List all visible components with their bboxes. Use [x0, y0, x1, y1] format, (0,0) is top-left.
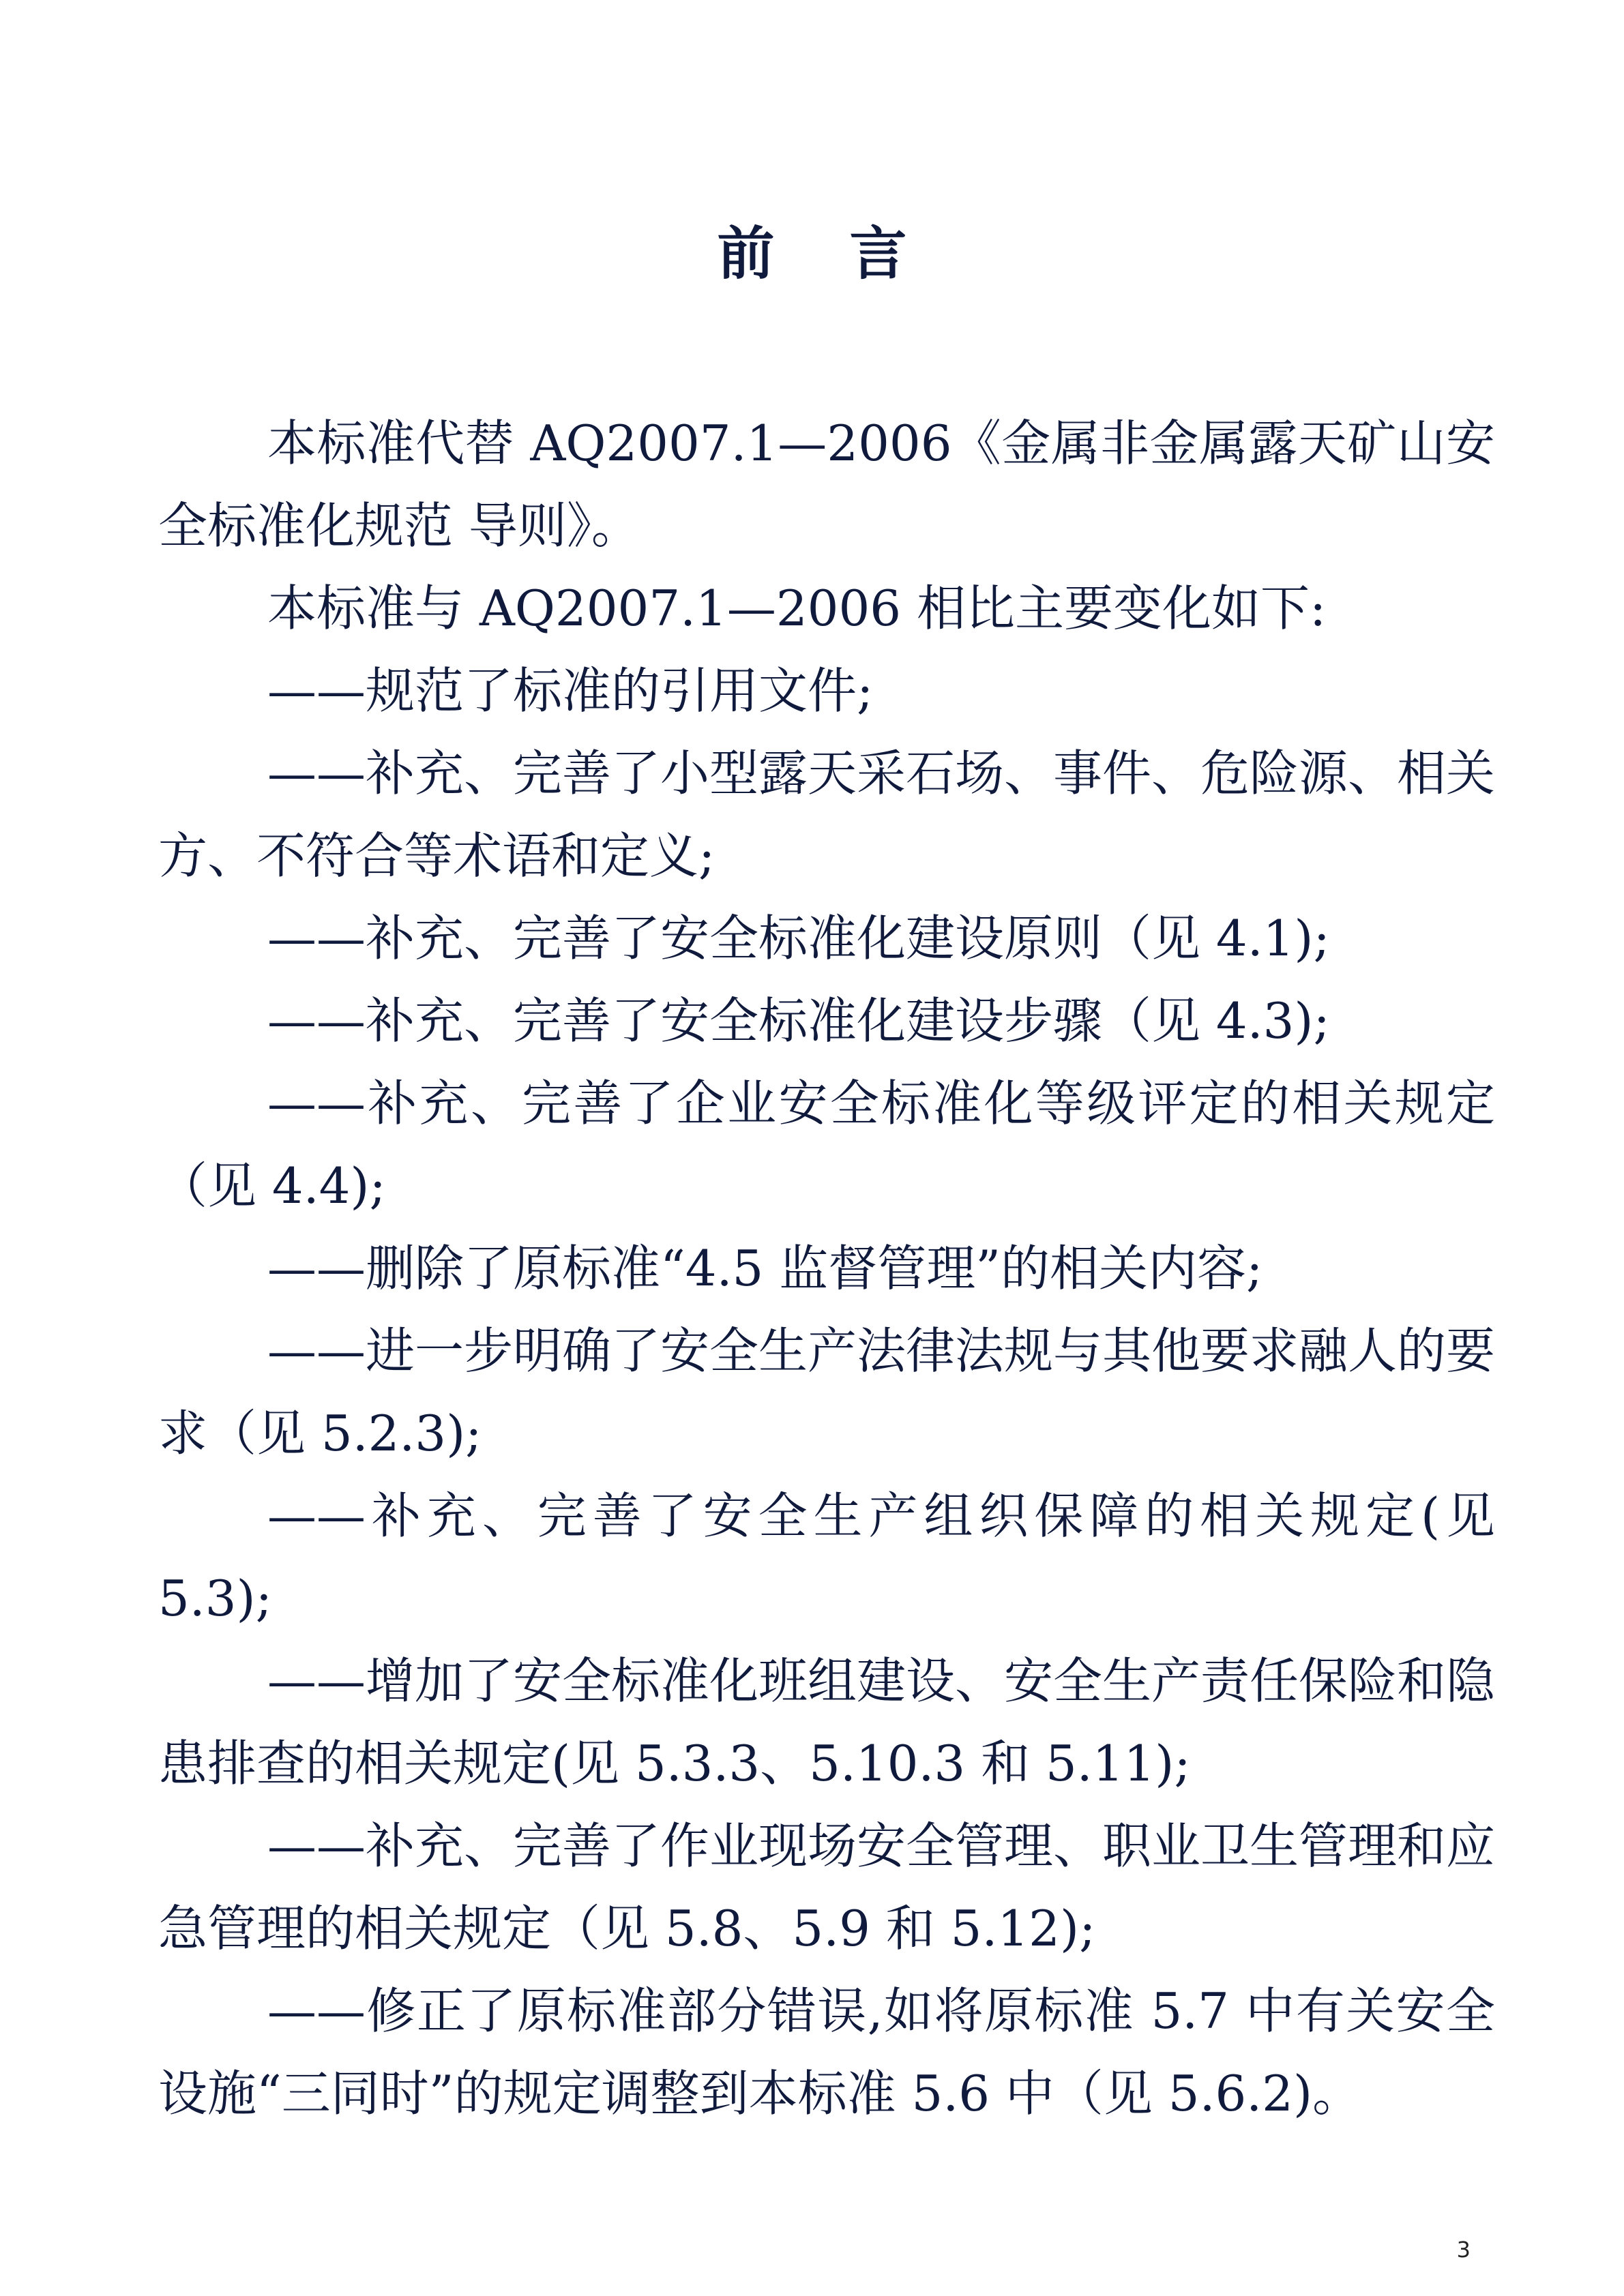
paragraph-13: ——修正了原标准部分错误,如将原标准 5.7 中有关安全设施“三同时”的规定调整到本标准 5.6 中（见 5.6.2)。 — [158, 1982, 1495, 2122]
paragraph-3: ——规范了标准的引用文件; — [267, 662, 874, 719]
paragraph-10: ——补充、完善了安全生产组织保障的相关规定(见 5.3); — [158, 1487, 1495, 1627]
paragraph-11: ——增加了安全标准化班组建设、安全生产责任保险和隐患排查的相关规定(见 5.3.3、5.10.3 和 5.11); — [158, 1652, 1496, 1792]
paragraph-9: ——进一步明确了安全生产法律法规与其他要求融人的要求（见 5.2.3); — [158, 1322, 1496, 1462]
paragraph-6: ——补充、完善了安全标准化建设步骤（见 4.3); — [267, 992, 1330, 1049]
paragraph-5: ——补充、完善了安全标准化建设原则（见 4.1); — [267, 910, 1330, 967]
page-number: 3 — [1456, 2237, 1471, 2263]
paragraph-12: ——补充、完善了作业现场安全管理、职业卫生管理和应急管理的相关规定（见 5.8、5.9 和 5.12); — [158, 1817, 1496, 1957]
paragraph-8: ——删除了原标准“4.5 监督管理”的相关内容; — [267, 1240, 1263, 1297]
paragraph-7: ——补充、完善了企业安全标准化等级评定的相关规定（见 4.4); — [158, 1075, 1495, 1214]
document-body — [158, 402, 1495, 2135]
paragraph-4: ——补充、完善了小型露天采石场、事件、危险源、相关方、不符合等术语和定义; — [158, 745, 1496, 884]
paragraph-1: 本标准代替 AQ2007.1—2006《金属非金属露天矿山安全标准化规范 导则》。 — [158, 415, 1495, 554]
paragraph-2: 本标准与 AQ2007.1—2006 相比主要变化如下: — [267, 580, 1327, 637]
page-title: 前言 — [717, 220, 982, 287]
